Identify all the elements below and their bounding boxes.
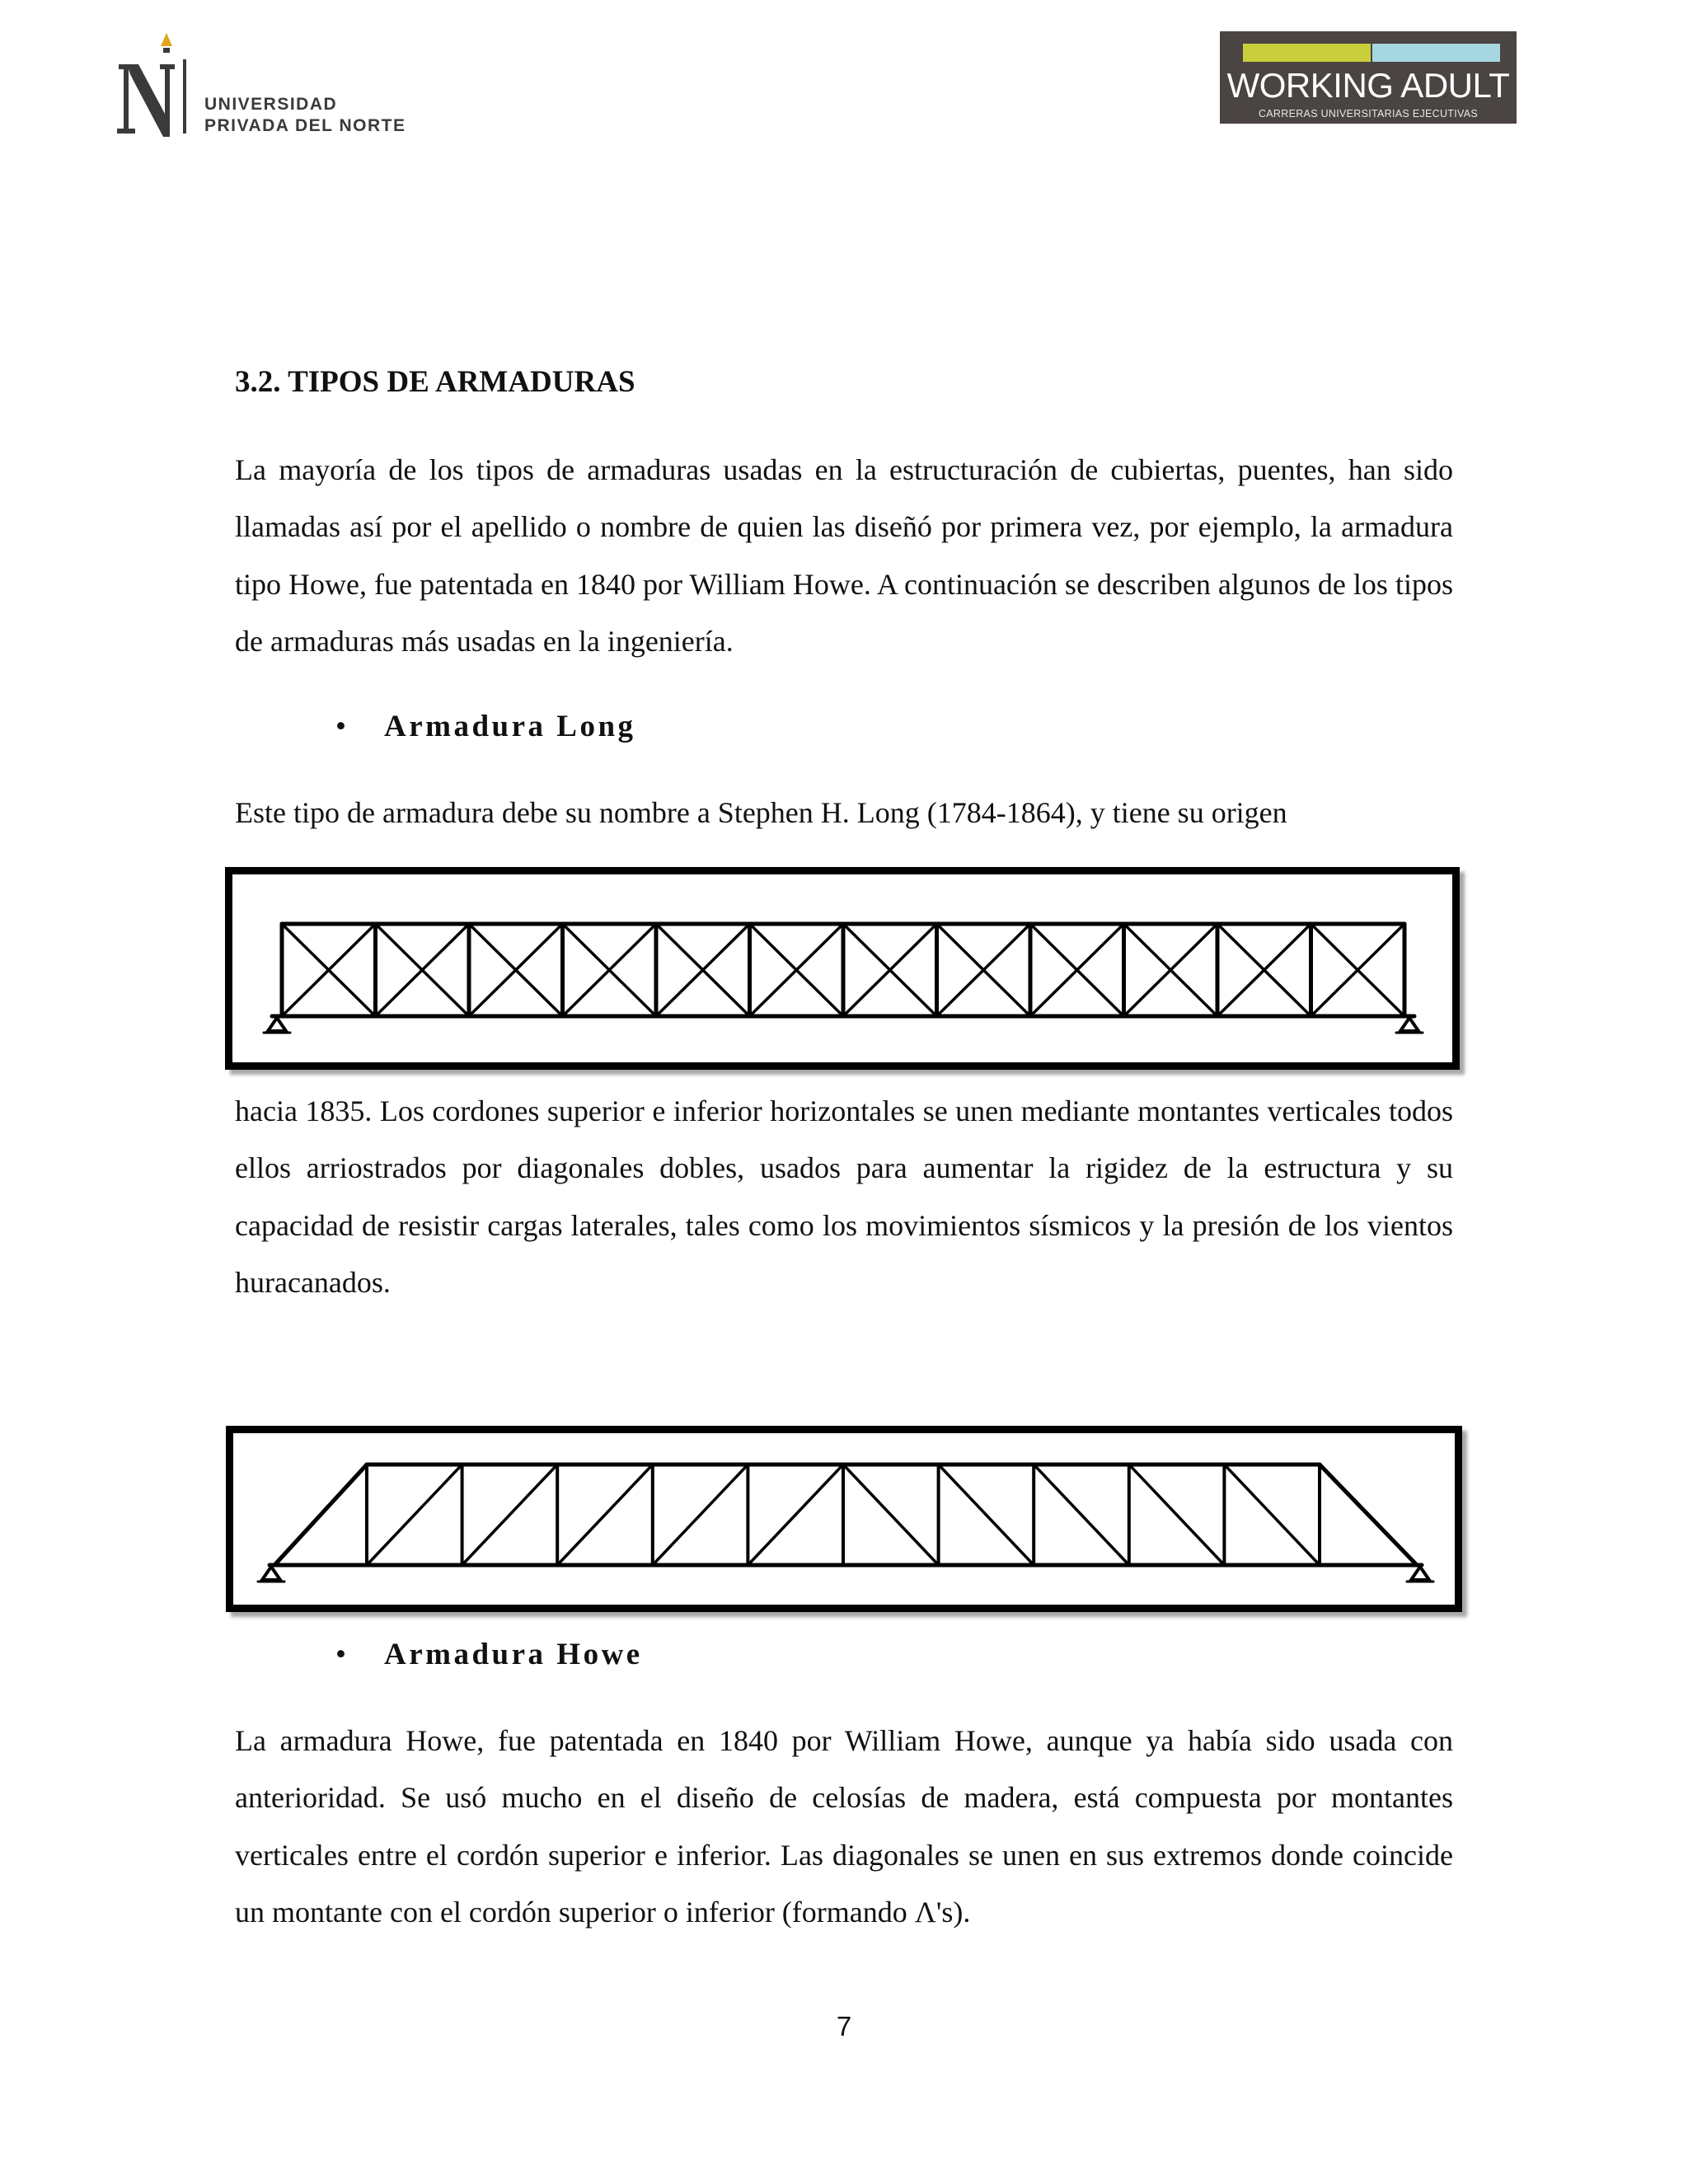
long-truss-diagram xyxy=(232,874,1452,1062)
support-left-icon xyxy=(268,1018,286,1031)
end-diagonal-right xyxy=(1320,1465,1417,1565)
long-paragraph-1: Este tipo de armadura debe su nombre a Stephen H. Long (1784-1864), y tiene su origen xyxy=(235,796,1287,829)
support-left-icon xyxy=(262,1567,280,1580)
bullet-howe: • xyxy=(335,1638,346,1671)
long-paragraph-2: hacia 1835. Los cordones superior e inferior horizontales se unen mediante montantes verticales todos ellos arriostrados por diagonales dobles, usados para aumentar la rigidez de la estructura y su capacidad de resistir cargas laterales, tales como los movimientos sísmicos y la presión de los vientos huracanados. xyxy=(235,1094,1453,1299)
howe-truss-diagram xyxy=(233,1433,1455,1605)
diagonal-member xyxy=(1224,1465,1320,1565)
diagonal-member xyxy=(1129,1465,1225,1565)
diagonal-member xyxy=(653,1465,748,1565)
university-name-line2: PRIVADA DEL NORTE xyxy=(204,116,406,135)
section-heading: 3.2. TIPOS DE ARMADURAS xyxy=(235,365,635,399)
armadura-long-title: Armadura Long xyxy=(384,710,636,743)
page-number: 7 xyxy=(836,2011,852,2041)
support-right-icon xyxy=(1400,1018,1418,1031)
university-logo xyxy=(115,31,412,138)
working-adult-badge xyxy=(1220,31,1517,124)
upn-n-icon xyxy=(115,31,206,138)
diagonal-member xyxy=(1034,1465,1129,1565)
diagonal-member xyxy=(367,1465,462,1565)
badge-bar-blue xyxy=(1372,44,1500,62)
support-right-icon xyxy=(1411,1567,1429,1580)
university-name-line1: UNIVERSIDAD xyxy=(204,95,338,114)
badge-bar-yellow xyxy=(1243,44,1371,62)
howe-paragraph: La armadura Howe, fue patentada en 1840 por William Howe, aunque ya había sido usada con anterioridad. Se usó mucho en el diseño de celosías de madera, está compuesta por montantes verticales entre el cordón superior e inferior. Las diagonales se unen en sus extremos donde coincide un montante con el cordón superior o inferior (formando Λ's). xyxy=(235,1724,1453,1929)
end-diagonal-left xyxy=(274,1465,367,1565)
diagonal-member xyxy=(462,1465,558,1565)
diagonal-member xyxy=(939,1465,1034,1565)
diagonal-member xyxy=(843,1465,939,1565)
badge-title: WORKING ADULT xyxy=(1226,66,1510,105)
long-truss-figure xyxy=(225,867,1460,1070)
diagonal-member xyxy=(557,1465,653,1565)
armadura-howe-title: Armadura Howe xyxy=(384,1638,643,1671)
diagonal-member xyxy=(748,1465,843,1565)
howe-truss-figure xyxy=(226,1426,1462,1612)
bullet-long: • xyxy=(335,710,346,743)
badge-subtitle: CARRERAS UNIVERSITARIAS EJECUTIVAS xyxy=(1258,108,1479,120)
intro-paragraph: La mayoría de los tipos de armaduras usadas en la estructuración de cubiertas, puentes, han sido llamadas así por el apellido o nombre de quien las diseñó por primera vez, por ejemplo, la armadura tipo Howe, fue patentada en 1840 por William Howe. A continuación se describen algunos de los tipos de armaduras más usadas en la ingeniería. xyxy=(235,453,1453,658)
